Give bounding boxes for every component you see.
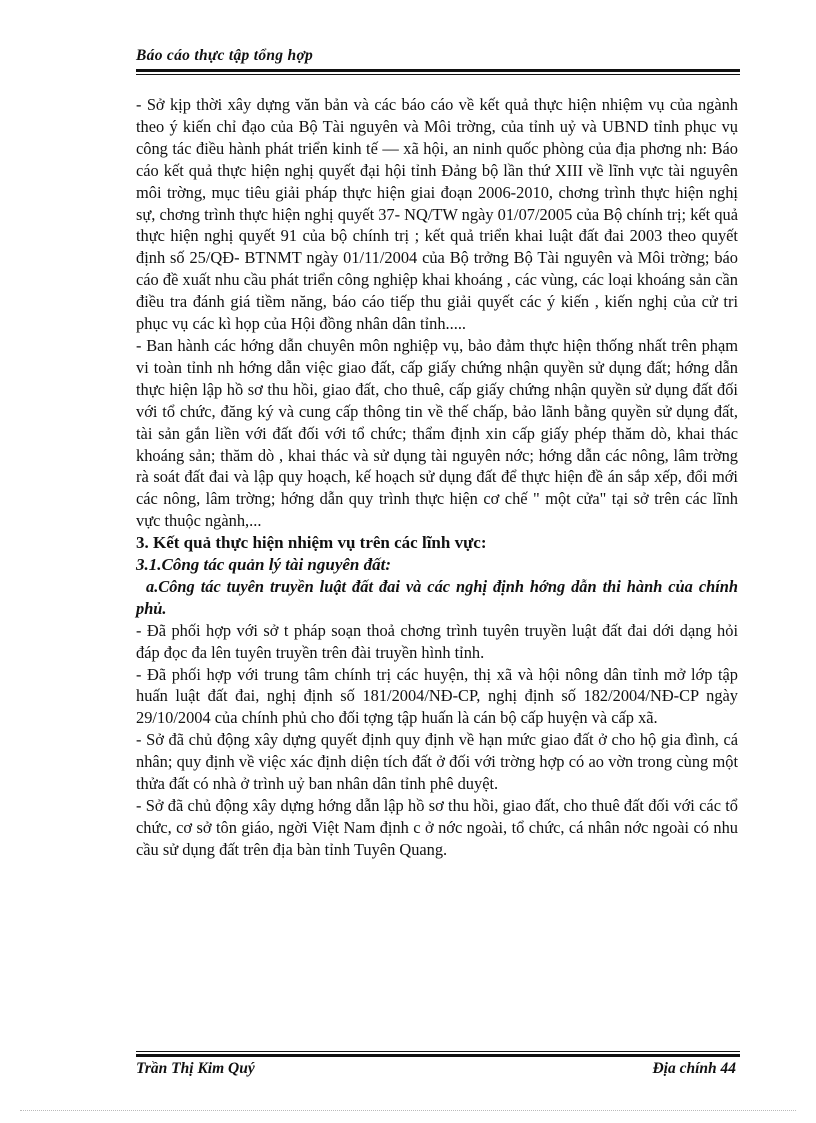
page-header-title: Báo cáo thực tập tổng hợp <box>136 47 314 64</box>
paragraph-land-limit: - Sở đã chủ động xây dựng quyết định quy định về hạn mức giao đất ở cho hộ gia đình, cá nhân; quy định về việc xác định diện tích đất ở đối với trờng hợp có ao vờn trong cùng một thửa đất có nhà ở trình uỷ ban nhân dân tỉnh phê duyệt. <box>136 730 738 794</box>
paragraph-training: - Đã phối hợp với trung tâm chính trị các huyện, thị xã và hội nông dân tỉnh mở lớp tập huấn luật đất đai, nghị định số 181/2004/NĐ-CP, nghị định số 182/2004/NĐ-CP ngày 29/10/2004 của chính phủ cho đối tợng tập huấn là cán bộ cấp huyện và cấp xã. <box>136 664 738 728</box>
subsection-heading-3-1: 3.1.Công tác quản lý tài nguyên đất: <box>136 555 392 575</box>
footer-class: Địa chính 44 <box>652 1060 736 1077</box>
footer-rule-thin <box>136 1051 740 1052</box>
item-heading-a: a.Công tác tuyên truyền luật đất đai và các nghị định hớng dẫn thi hành của chính phủ. <box>136 576 738 618</box>
paragraph-land-records: - Sở đã chủ động xây dựng hớng dẫn lập hồ sơ thu hồi, giao đất, cho thuê đất đối với các tổ chức, cơ sở tôn giáo, ngời Việt Nam định c ở nớc ngoài, tổ chức, cá nhân nớc ngoài có nhu cầu sử dụng đất trên địa bàn tỉnh Tuyên Quang. <box>136 796 738 859</box>
page-bottom-border <box>20 1110 796 1111</box>
paragraph-propaganda: - Đã phối hợp với sở t pháp soạn thoả chơng trình tuyên truyền luật đất đai dới dạng hỏi đáp đọc đa lên tuyên truyền trên đài truyền hình tỉnh. <box>136 620 738 662</box>
section-heading-3: 3. Kết quả thực hiện nhiệm vụ trên các lĩnh vực: <box>136 533 487 553</box>
footer-rule <box>136 1054 740 1057</box>
footer-author: Trần Thị Kim Quý <box>136 1060 255 1077</box>
header-rule-thin <box>136 74 740 75</box>
paragraph-report-tasks: - Sở kịp thời xây dựng văn bản và các báo cáo về kết quả thực hiện nhiệm vụ của ngành theo ý kiến chỉ đạo của Bộ Tài nguyên và Môi trờng, của tỉnh uỷ và UBND tỉnh phục vụ công tác điều hành phát triển kinh tế — xã hội, an ninh quốc phòng của địa phơng nh: Báo cáo kết quả thực hiện nghị quyết đại hội tỉnh Đảng bộ lần thứ XIII về lĩnh vực tài nguyên môi trờng, mục tiêu giải pháp thực hiện giai đoạn 2006-2010, chơng trình thực hiện nghị sự, chơng trình thực hiện nghị quyết 37- NQ/TW ngày 01/07/2005 của Bộ chính trị; kết quả thực hiện nghị quyết 91 của bộ chính trị ; kết quả triển khai luật đất đai 2003 theo quyết định số 25/QĐ- BTNMT ngày 01/11/2004 của Bộ trởng Bộ Tài nguyên và Môi trờng; báo cáo đề xuất nhu cầu phát triển công nghiệp khai khoáng , các vùng, các loại khoáng sản cần điều tra đánh giá tiềm năng, báo cáo tiếp thu giải quyết các ý kiến , kiến nghị của cử tri phục vụ các kì họp của Hội đồng nhân dân tỉnh..... <box>136 95 738 334</box>
document-body <box>136 94 738 861</box>
paragraph-guidance: - Ban hành các hớng dẫn chuyên môn nghiệp vụ, bảo đảm thực hiện thống nhất trên phạm vi toàn tỉnh nh hớng dẫn việc giao đất, cấp giấy chứng nhận quyền sử dụng đất; hớng dẫn thực hiện lập hồ sơ thu hồi, giao đất, cho thuê, cấp giấy chứng nhận quyền sử dụng đất đối với tổ chức, đăng ký và cung cấp thông tin về thế chấp, bảo lãnh bằng quyền sử dụng đất, tài sản gắn liền với đất đối với tổ chức; thẩm định xin cấp giấy phép thăm dò, khai thác khoáng sản; thăm dò , khai thác và sử dụng tài nguyên nớc; hớng dẫn các nông, lâm trờng rà soát đất đai và lập quy hoạch, kế hoạch sử dụng đất để thực hiện đề án sắp xếp, đổi mới các nông, lâm trờng; hớng dẫn quy trình thực hiện cơ chế " một cửa" tại sở trên các lĩnh vực thuộc ngành,... <box>136 335 738 531</box>
header-rule <box>136 69 740 72</box>
